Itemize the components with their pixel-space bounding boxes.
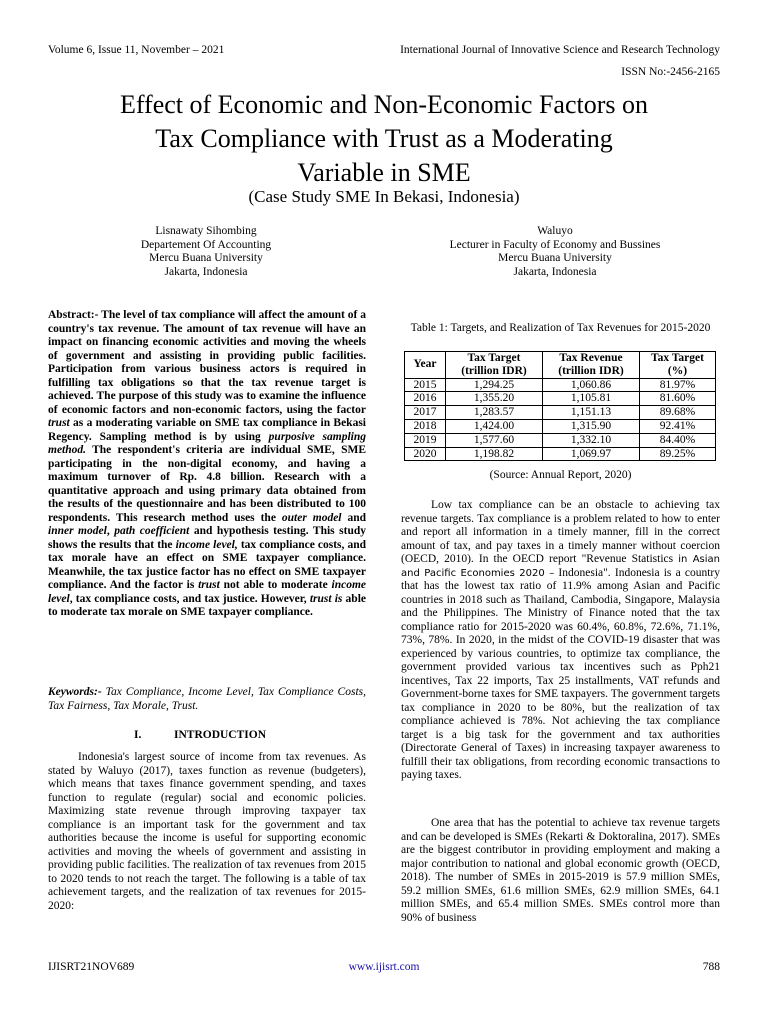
abstract bbox=[48, 309, 366, 620]
author-dept: Departement Of Accounting bbox=[140, 238, 272, 251]
author-location: Jakarta, Indonesia bbox=[513, 265, 597, 278]
abstract-text: as a moderating variable on SME tax compliance in Bekasi Regency. Sampling method is by using bbox=[48, 417, 366, 443]
abstract-italic: inner model bbox=[48, 525, 107, 537]
table-row bbox=[405, 447, 716, 461]
table-row bbox=[405, 406, 716, 420]
text-run: Low tax compliance can be an obstacle to achieving tax revenue targets. Tax compliance is a problem related to how to enter and report all information in a timely manner, fill in the correct amount of tax, and pay taxes in a timely manner without coercion (OECD, 2010). In the OECD report "Revenue Statistics bbox=[401, 499, 720, 565]
abstract-text: The respondent's criteria are individual SME, SME participating in the non-digital economy, and having a maximum turnover of Rp. 4.8 billion. Research with a quantitative approach and using primary data obtained from the results of the questionnaire and has been distributed to 100 respondents. This research method uses the bbox=[48, 444, 366, 524]
table-cell: 1,105.81 bbox=[543, 392, 640, 406]
title-line: Variable in SME bbox=[297, 158, 471, 187]
author-univ: Mercu Buana University bbox=[498, 252, 612, 265]
author-block-2 bbox=[400, 225, 710, 279]
keywords-label: Keywords:- bbox=[48, 686, 102, 698]
author-location: Jakarta, Indonesia bbox=[164, 265, 248, 278]
table-cell: 89.25% bbox=[640, 447, 716, 461]
abstract-text: and hypothesis testing. This study shows the results that the bbox=[48, 525, 366, 551]
table-row bbox=[405, 378, 716, 392]
table-cell: 81.60% bbox=[640, 392, 716, 406]
author-name: Waluyo bbox=[537, 225, 573, 237]
table-cell: 1,315.90 bbox=[543, 419, 640, 433]
table-caption: Table 1: Targets, and Realization of Tax Revenues for 2015-2020 bbox=[410, 322, 711, 334]
text-run: in Asian and Pacific Economies 2020 – bbox=[401, 554, 720, 579]
table-cell: 1,424.00 bbox=[446, 419, 543, 433]
header-text: Year bbox=[413, 358, 437, 371]
abstract-italic: outer model bbox=[281, 511, 342, 524]
table-cell: 1,069.97 bbox=[543, 447, 640, 461]
abstract-label: Abstract:- bbox=[48, 309, 99, 321]
abstract-text: and bbox=[341, 511, 367, 524]
abstract-italic: trust bbox=[48, 417, 70, 429]
table-cell: 1,294.25 bbox=[446, 378, 543, 392]
table-cell: 2015 bbox=[405, 378, 446, 392]
header-text: Tax Target bbox=[651, 352, 704, 364]
body-paragraph bbox=[401, 499, 720, 783]
body-paragraph bbox=[401, 817, 720, 925]
table-cell: 89.68% bbox=[640, 406, 716, 420]
abstract-text: able to moderate tax morale on SME taxpayer compliance. bbox=[48, 592, 366, 618]
intro-paragraph bbox=[48, 751, 366, 913]
paragraph-text: One area that has the potential to achieve tax revenue targets and can be developed is SMEs (Rekarti & Doktoralina, 2017). SMEs are the biggest contributor in providing employment and making a major contribution to national and global economic growth (OECD, 2018). The number of SMEs in 2015-2019 is 57.9 million SMEs, 59.2 million SMEs, 61.6 million SMEs, 62.9 million SMEs, 64.1 million SMEs, and 65.4 million SMEs. SMEs control more than 90% of business bbox=[401, 817, 720, 924]
table-cell: 1,355.20 bbox=[446, 392, 543, 406]
abstract-italic: income level bbox=[48, 579, 367, 605]
table-cell: 1,151.13 bbox=[543, 406, 640, 420]
issn: ISSN No:-2456-2165 bbox=[621, 66, 720, 78]
abstract-italic: trust is bbox=[309, 592, 343, 605]
author-name: Lisnawaty Sihombing bbox=[155, 225, 257, 237]
text-run: Indonesia". Indonesia is a country that has the lowest tax ratio of 11.9% among Asian and Pacific countries in 2018 such as Thailand, Cambodia, Singapore, Malaysia and the Philippines. The Ministry of Finance noted that the tax compliance ratio for 2015-2020 was 60.4%, 60.8%, 72.6%, 71.1%, 73%, 78%. In 2020, in the midst of the COVID-19 disaster that was experienced by various countries, to optimize tax compliance, the government provided various tax incentives such as Pph21 incentives, Tax 22 imports, Tax 25 installments, VAT refunds and Government-borne taxes for SME taxpayers. The government targets tax compliance in 2020 to be 80%, but the realization of tax compliance achieved is 78%. Not achieving the tax compliance target is a big task for the government and tax authorities (Directorate General of Taxes) in increasing taxpayer awareness to fulfill their tax obligations, from recording economic transactions to paying taxes. bbox=[401, 566, 720, 781]
table-cell: 2016 bbox=[405, 392, 446, 406]
abstract-text: not able to moderate bbox=[219, 579, 332, 591]
author-block-1 bbox=[90, 225, 322, 279]
table-cell: 1,332.10 bbox=[543, 433, 640, 447]
col-header-tax-target-pct bbox=[640, 352, 716, 379]
abstract-italic: path coefficient bbox=[114, 525, 190, 537]
header-text: (trillion IDR) bbox=[461, 364, 527, 377]
footer-article-id: IJISRT21NOV689 bbox=[48, 961, 135, 973]
table-row bbox=[405, 433, 716, 447]
abstract-italic: purposive sampling method. bbox=[48, 430, 366, 456]
footer-page-number: 788 bbox=[702, 961, 720, 973]
section-number: I. bbox=[134, 729, 142, 741]
table-cell: 2020 bbox=[405, 447, 446, 461]
title-line: Tax Compliance with Trust as a Moderating bbox=[155, 124, 613, 153]
journal-name: International Journal of Innovative Science and Research Technology bbox=[400, 44, 720, 56]
table-cell: 1,060.86 bbox=[543, 378, 640, 392]
col-header-tax-target bbox=[446, 352, 543, 379]
header-text: (%) bbox=[667, 364, 688, 377]
abstract-text: , tax compliance costs, and tax justice. However, bbox=[69, 592, 310, 605]
abstract-italic: trust bbox=[198, 579, 220, 591]
table-cell: 2019 bbox=[405, 433, 446, 447]
paragraph-text bbox=[401, 499, 720, 783]
table-cell: 2017 bbox=[405, 406, 446, 420]
table-row bbox=[405, 392, 716, 406]
table-cell: 1,577.60 bbox=[446, 433, 543, 447]
col-header-tax-revenue bbox=[543, 352, 640, 379]
keywords-text: Tax Compliance, Income Level, Tax Compliance Costs, Tax Fairness, Tax Morale, Trust. bbox=[48, 686, 366, 712]
abstract-text: tax compliance costs, and tax morale have an effect on SME taxpayer compliance. Meanwhile, the tax justice factor has no effect on SME taxpayer compliance. And the factor is bbox=[48, 538, 366, 591]
table-cell: 92.41% bbox=[640, 419, 716, 433]
table-cell: 84.40% bbox=[640, 433, 716, 447]
abstract-italic: income level, bbox=[175, 538, 238, 551]
col-header-year bbox=[405, 352, 446, 379]
table-source: (Source: Annual Report, 2020) bbox=[489, 469, 632, 481]
section-title: INTRODUCTION bbox=[174, 729, 267, 741]
paper-title bbox=[40, 88, 728, 190]
header-text: Tax Target bbox=[467, 352, 521, 364]
header-text: (trillion IDR) bbox=[558, 364, 624, 377]
paper-subtitle: (Case Study SME In Bekasi, Indonesia) bbox=[248, 187, 520, 206]
tax-table bbox=[404, 351, 716, 461]
intro-text: Indonesia's largest source of income from tax revenues. As stated by Waluyo (2017), taxes function as revenue (budgeters), which means that taxes finance government spending, and taxes function to regulate (regular) social and economic policies. Maximizing state revenue through improving taxpayer tax compliance is an important task for the government and tax authorities because the income is useful for supporting economic activities and moving the wheels of government and assisting in providing public facilities. The realization of tax revenues from 2015 to 2020 tends to not reach the target. The following is a table of tax achievement targets, and the realization of tax revenues for 2015-2020: bbox=[48, 751, 366, 912]
title-line: Effect of Economic and Non-Economic Factors on bbox=[119, 90, 649, 119]
abstract-text: , bbox=[106, 525, 115, 537]
table-cell: 81.97% bbox=[640, 378, 716, 392]
keywords bbox=[48, 686, 366, 713]
author-dept: Lecturer in Faculty of Economy and Bussines bbox=[449, 238, 661, 251]
table-row bbox=[405, 419, 716, 433]
abstract-text: The level of tax compliance will affect the amount of a country's tax revenue. The amount of tax revenue will have an impact on financing economic activities and moving the wheels of government and assisting in providing public facilities. Participation from various business actors is required in fulfilling tax obligations so that the tax revenue target is achieved. The purpose of this study was to examine the influence of economic factors and non-economic factors, using the factor bbox=[48, 309, 366, 416]
footer-website-link[interactable]: www.ijisrt.com bbox=[348, 961, 420, 973]
table-header-row bbox=[405, 352, 716, 379]
author-univ: Mercu Buana University bbox=[149, 252, 263, 265]
table-cell: 1,198.82 bbox=[446, 447, 543, 461]
table-cell: 1,283.57 bbox=[446, 406, 543, 420]
volume-info: Volume 6, Issue 11, November – 2021 bbox=[48, 44, 225, 56]
header-text: Tax Revenue bbox=[559, 352, 623, 364]
table-cell: 2018 bbox=[405, 419, 446, 433]
